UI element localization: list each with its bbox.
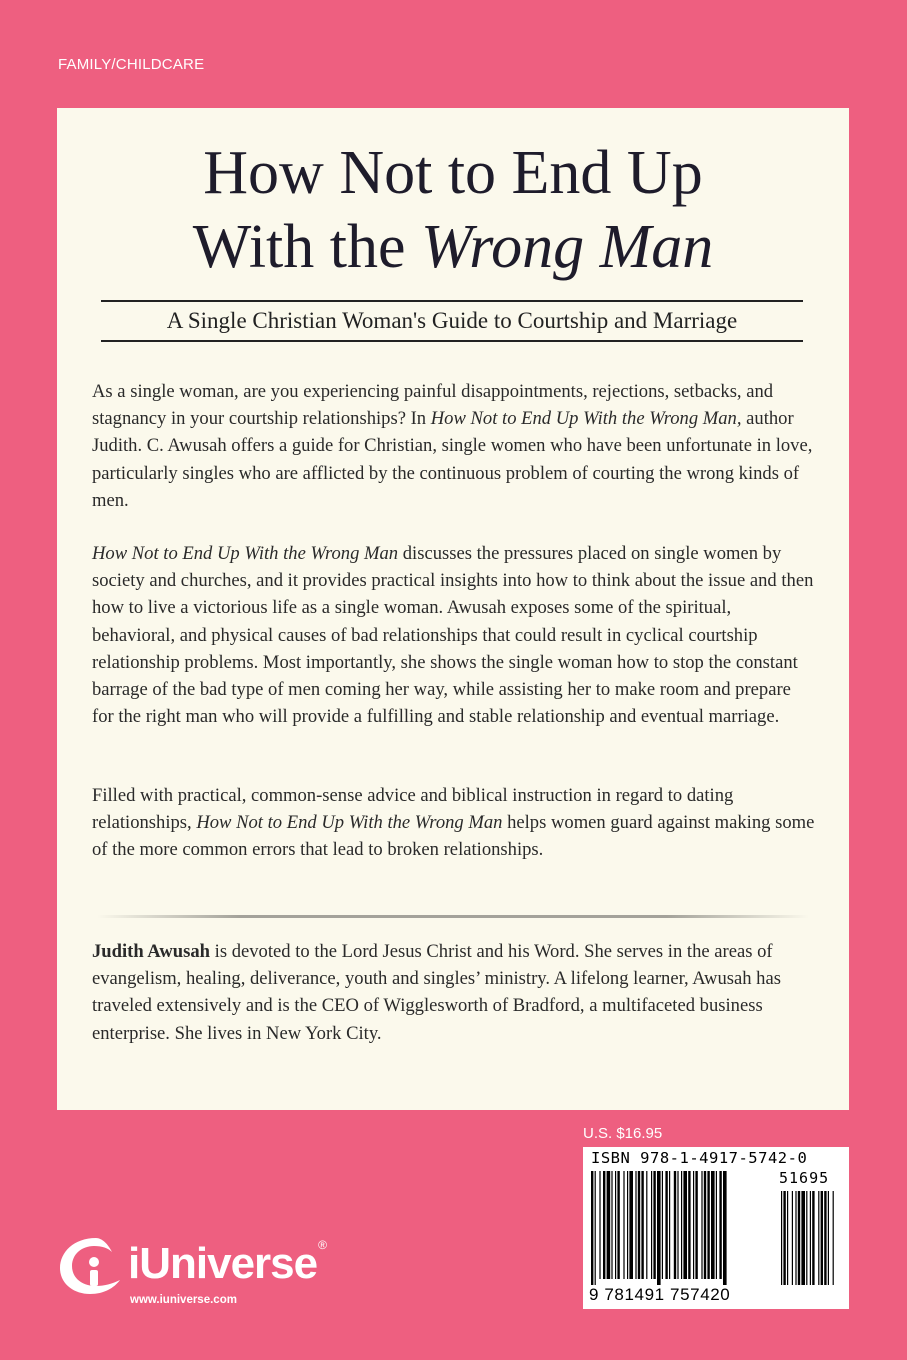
book-subtitle: A Single Christian Woman's Guide to Courtship and Marriage	[166, 308, 738, 333]
isbn-label: ISBN 978-1-4917-5742-0	[591, 1149, 808, 1167]
barcode-bars-icon	[591, 1171, 843, 1285]
publisher-logo	[56, 1232, 327, 1296]
title-line-1: How Not to End Up	[203, 139, 703, 207]
price-label: U.S. $16.95	[583, 1125, 663, 1142]
title-line-2-italic: Wrong Man	[421, 213, 714, 281]
publisher-name: iUniverse	[128, 1239, 318, 1288]
author-name: Judith Awusah	[92, 941, 210, 962]
isbn-barcode	[583, 1147, 849, 1309]
barcode-digits: 9 781491 757420	[589, 1285, 731, 1304]
book-title	[57, 136, 849, 284]
description-paragraph-3: Filled with practical, common-sense advice and biblical instruction in regard to dating relationships, How Not to End Up With the Wrong Man helps women guard against making some of the more common errors that lead to broken relationships.	[92, 785, 815, 861]
title-line-2-prefix: With the	[192, 213, 422, 281]
iuniverse-swirl-icon	[56, 1232, 126, 1296]
publisher-url: www.iuniverse.com	[130, 1294, 237, 1306]
subtitle-rule-bottom	[101, 340, 803, 342]
barcode-addon-number: 51695	[779, 1169, 830, 1187]
description-panel	[57, 108, 849, 1110]
description-paragraph-1: As a single woman, are you experiencing painful disappointments, rejections, setbacks, and stagnancy in your courtship relationships? In How Not to End Up With the Wrong Man, author Judith. C. Awusah offers a guide for Christian, single women who have been unfortunate in love, particularly singles who are afflicted by the continuous problem of courting the wrong kinds of men.	[92, 381, 813, 511]
category-label: FAMILY/CHILDCARE	[58, 56, 205, 73]
author-bio: Judith Awusah is devoted to the Lord Jesus Christ and his Word. She serves in the areas of evangelism, healing, deliverance, youth and singles’ ministry. A lifelong learner, Awusah has traveled extensively and is the CEO of Wigglesworth of Bradford, a multifaceted business enterprise. She lives in New York City.	[92, 941, 781, 1044]
section-divider	[97, 915, 809, 918]
registered-mark: ®	[318, 1238, 327, 1252]
subtitle-rule-top	[101, 300, 803, 302]
description-paragraph-2: How Not to End Up With the Wrong Man discusses the pressures placed on single women by society and churches, and it provides practical insights into how to think about the issue and then how to live a victorious life as a single woman. Awusah exposes some of the spiritual, behavioral, and physical causes of bad relationships that could result in cyclical courtship relationship problems. Most importantly, she shows the single woman how to stop the constant barrage of the bad type of men coming her way, while assisting her to make room and prepare for the right man who will provide a fulfilling and stable relationship and eventual marriage.	[92, 543, 814, 728]
